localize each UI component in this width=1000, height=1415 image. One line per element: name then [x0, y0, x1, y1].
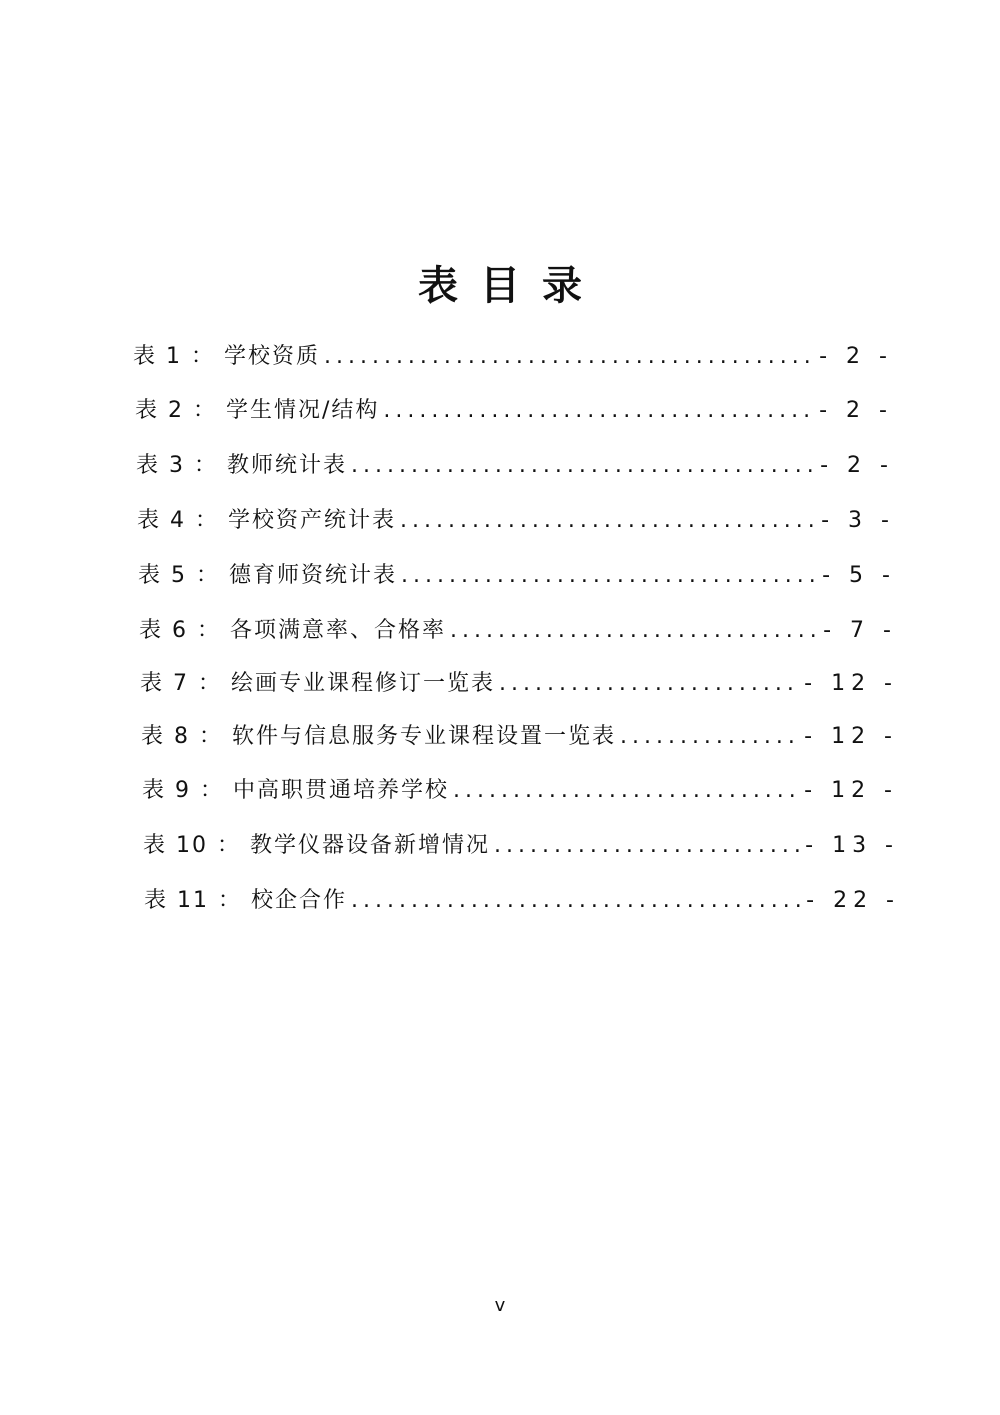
dot-leader — [494, 829, 801, 863]
toc-entry-page: - 2 - — [820, 453, 894, 478]
page-title: 表目录 — [418, 263, 604, 309]
toc-entry-5[interactable] — [138, 559, 896, 593]
toc-entry-label: 表 2 ： 学生情况/结构 — [135, 398, 380, 423]
toc-entry-10[interactable] — [143, 829, 899, 863]
toc-entry-page: - 12 - — [804, 724, 898, 749]
toc-entry-label: 表 11 ： 校企合作 — [144, 888, 347, 913]
dot-leader — [383, 394, 815, 428]
toc-entry-label: 表 7 ： 绘画专业课程修订一览表 — [140, 671, 495, 696]
toc-entry-label: 表 3 ： 教师统计表 — [136, 453, 347, 478]
dot-leader — [351, 449, 816, 483]
dot-leader — [620, 720, 800, 754]
dot-leader — [499, 667, 800, 701]
toc-entry-11[interactable] — [144, 884, 900, 918]
toc-entry-page: - 12 - — [804, 671, 898, 696]
toc-entry-page: - 7 - — [823, 618, 897, 643]
toc-entry-8[interactable] — [141, 720, 898, 754]
toc-entry-7[interactable] — [140, 667, 898, 701]
toc-entry-page: - 13 - — [805, 833, 899, 858]
toc-entry-6[interactable] — [139, 614, 897, 648]
toc-entry-9[interactable] — [142, 774, 898, 808]
toc-entry-page: - 12 - — [804, 778, 898, 803]
toc-entry-2[interactable] — [135, 394, 893, 428]
toc-entry-label: 表 1 ： 学校资质 — [133, 344, 320, 369]
toc-entry-page: - 2 - — [819, 344, 893, 369]
toc-entry-4[interactable] — [137, 504, 895, 538]
toc-entry-label: 表 4 ： 学校资产统计表 — [137, 508, 396, 533]
toc-entry-1[interactable] — [133, 340, 893, 374]
dot-leader — [401, 559, 818, 593]
dot-leader — [351, 884, 802, 918]
toc-entry-page: - 5 - — [822, 563, 896, 588]
dot-leader — [324, 340, 815, 374]
toc-entry-label: 表 8 ： 软件与信息服务专业课程设置一览表 — [141, 724, 616, 749]
dot-leader — [450, 614, 819, 648]
dot-leader — [400, 504, 817, 538]
toc-entry-page: - 3 - — [821, 508, 895, 533]
toc-entry-3[interactable] — [136, 449, 894, 483]
toc-entry-page: - 22 - — [806, 888, 900, 913]
toc-entry-label: 表 10 ： 教学仪器设备新增情况 — [143, 833, 490, 858]
toc-entry-label: 表 6 ： 各项满意率、合格率 — [139, 618, 446, 643]
page-number: v — [494, 1295, 506, 1316]
toc-entry-page: - 2 - — [819, 398, 893, 423]
dot-leader — [453, 774, 800, 808]
toc-entry-label: 表 5 ： 德育师资统计表 — [138, 563, 397, 588]
toc-entry-label: 表 9 ： 中高职贯通培养学校 — [142, 778, 449, 803]
